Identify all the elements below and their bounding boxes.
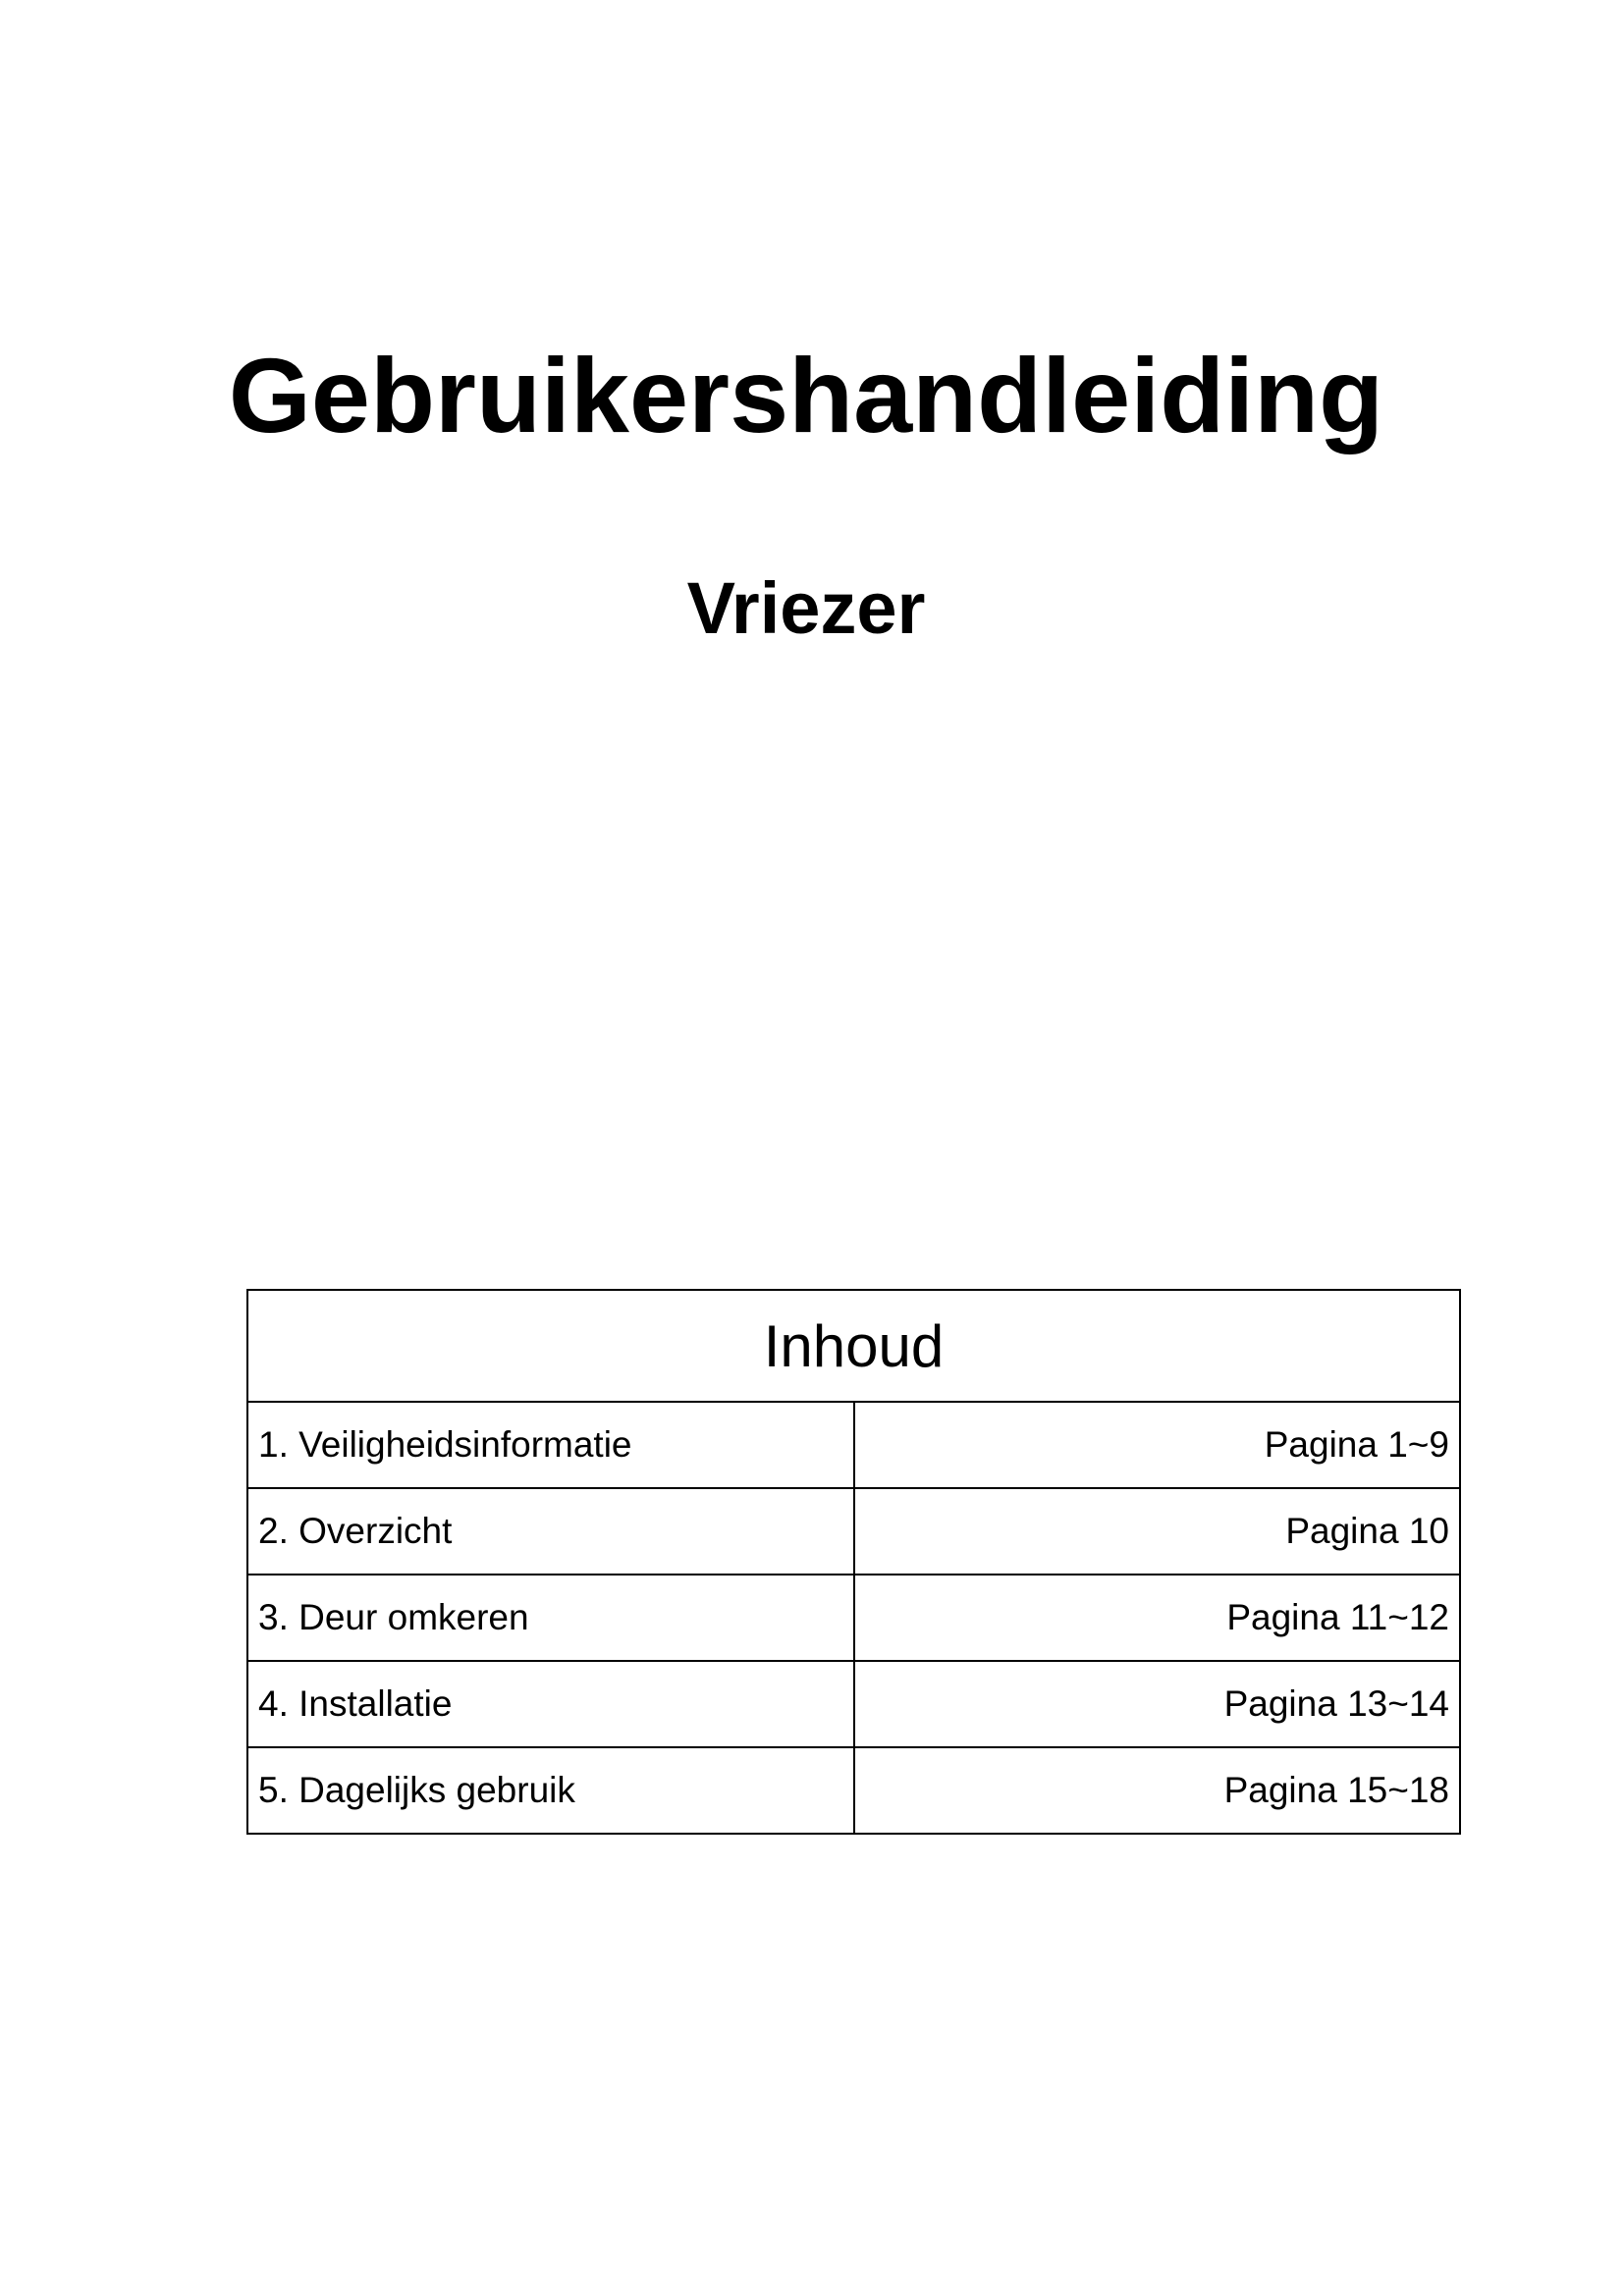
toc-section-label: 4. Installatie: [247, 1661, 854, 1747]
toc-row: [247, 1747, 1460, 1834]
toc-row: [247, 1402, 1460, 1488]
toc-section-label: 3. Deur omkeren: [247, 1575, 854, 1661]
document-subtitle: [0, 564, 1624, 653]
toc-page-range: Pagina 15~18: [854, 1747, 1461, 1834]
toc-row: [247, 1661, 1460, 1747]
toc-header-row: [247, 1290, 1460, 1402]
toc-page-range: Pagina 1~9: [854, 1402, 1461, 1488]
document-title-text: Gebruikershandleiding: [228, 336, 1384, 454]
toc-row: [247, 1575, 1460, 1661]
toc-row: [247, 1488, 1460, 1575]
table-of-contents: [246, 1289, 1461, 1835]
document-subtitle-text: Vriezer: [686, 567, 926, 649]
toc-page-range: Pagina 13~14: [854, 1661, 1461, 1747]
toc-section-label: 5. Dagelijks gebruik: [247, 1747, 854, 1834]
toc-page-range: Pagina 11~12: [854, 1575, 1461, 1661]
document-title: [0, 332, 1624, 459]
toc-section-label: 2. Overzicht: [247, 1488, 854, 1575]
toc-section-label: 1. Veiligheidsinformatie: [247, 1402, 854, 1488]
toc-page-range: Pagina 10: [854, 1488, 1461, 1575]
toc-heading: Inhoud: [247, 1290, 1460, 1402]
